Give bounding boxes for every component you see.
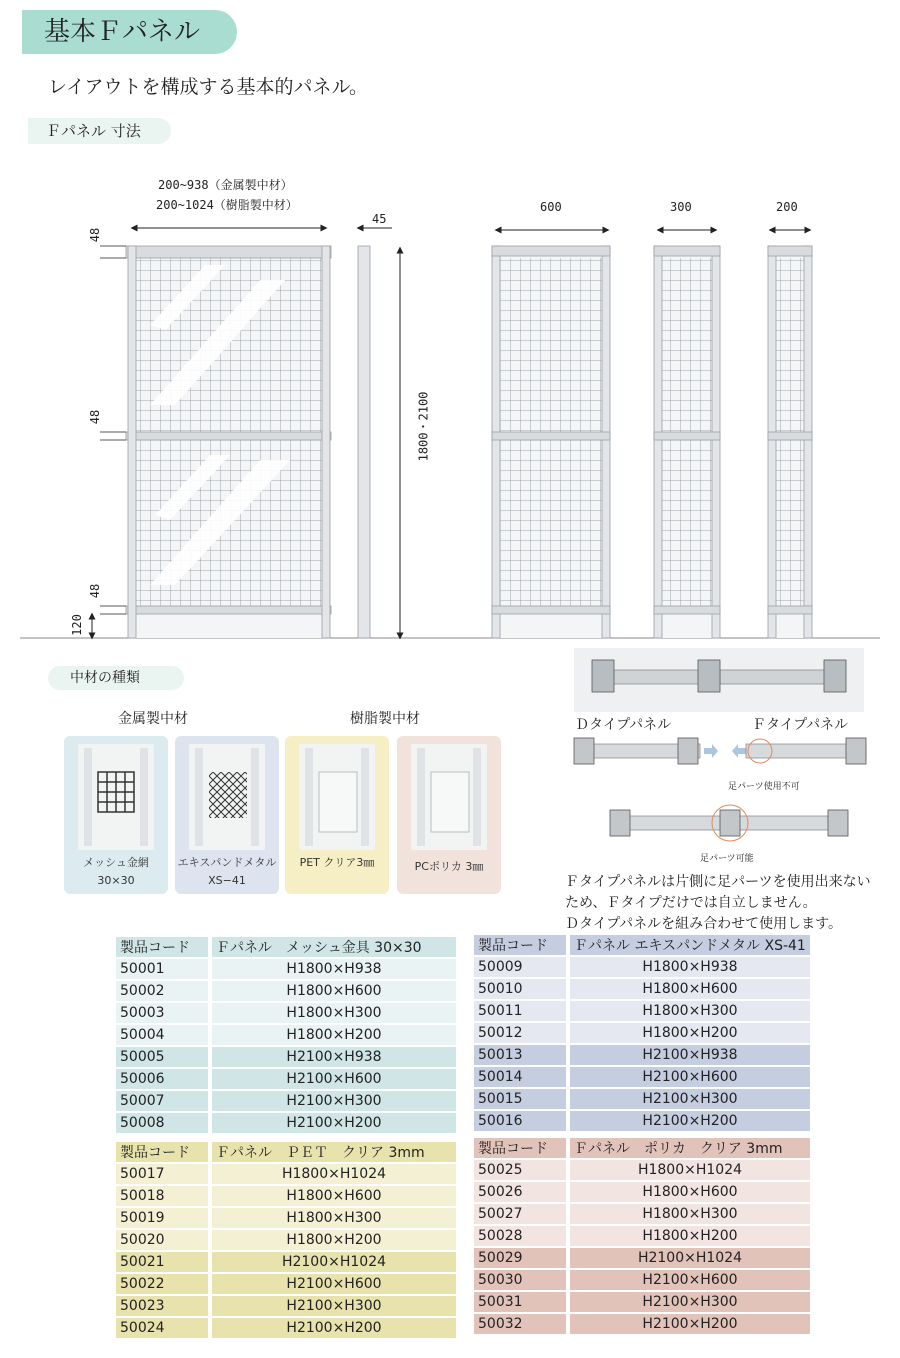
dim-width-metal: 200~938（金属製中材） — [158, 178, 293, 192]
product-size: H2100×H600 — [212, 1069, 456, 1089]
table-row — [116, 1318, 456, 1338]
header-description: Ｆパネル ＰＥＴ クリア 3mm — [212, 1142, 456, 1162]
product-code: 50011 — [474, 1001, 566, 1021]
f-type-label: Ｆタイプパネル — [752, 717, 849, 733]
product-code: 50029 — [474, 1248, 566, 1268]
product-code: 50024 — [116, 1318, 208, 1338]
card-name: PET クリア3㎜ — [299, 856, 375, 869]
product-code: 50008 — [116, 1113, 208, 1133]
card-name: メッシュ金網 — [83, 856, 149, 869]
dim-frame-bottom: 48 — [88, 583, 103, 599]
foot-no-label: 足パーツ使用不可 — [728, 782, 800, 792]
product-code: 50009 — [474, 957, 566, 977]
product-code: 50021 — [116, 1252, 208, 1272]
table-row — [474, 1067, 810, 1087]
product-code: 50003 — [116, 1003, 208, 1023]
product-code: 50014 — [474, 1067, 566, 1087]
note-line-2: ため、Ｆタイプだけでは自立しません。 — [565, 895, 817, 911]
product-size: H1800×H1024 — [212, 1164, 456, 1184]
table-row — [474, 1270, 810, 1290]
spec-table-mesh — [116, 935, 456, 1135]
product-code: 50031 — [474, 1292, 566, 1312]
card-name: エキスパンドメタル — [177, 856, 277, 869]
side-profile — [358, 246, 370, 638]
product-size: H1800×H600 — [570, 979, 810, 999]
product-size: H2100×H300 — [570, 1089, 810, 1109]
table-row — [116, 1047, 456, 1067]
product-code: 50015 — [474, 1089, 566, 1109]
panel-type-diagram — [570, 648, 870, 868]
header-code: 製品コード — [474, 1138, 566, 1158]
product-code: 50013 — [474, 1045, 566, 1065]
table-row — [116, 1252, 456, 1272]
table-row — [116, 1003, 456, 1023]
table-row — [474, 1292, 810, 1312]
main-panel — [126, 246, 331, 638]
product-size: H1800×H600 — [570, 1182, 810, 1202]
table-row — [474, 979, 810, 999]
table-header-row — [116, 937, 456, 957]
product-code: 50028 — [474, 1226, 566, 1246]
product-code: 50025 — [474, 1160, 566, 1180]
table-row — [116, 1164, 456, 1184]
table-row — [116, 1025, 456, 1045]
pc-panel-icon — [411, 744, 487, 850]
product-size: H1800×H938 — [212, 959, 456, 979]
panel-600 — [492, 246, 610, 638]
product-code: 50026 — [474, 1182, 566, 1202]
product-size: H1800×H938 — [570, 957, 810, 977]
dim-frame-mid: 48 — [88, 409, 103, 425]
header-code: 製品コード — [116, 1142, 208, 1162]
dim-200: 200 — [776, 200, 798, 214]
card-sub: 30×30 — [97, 874, 135, 887]
section-types-label: 中材の種類 — [48, 666, 184, 690]
product-size: H1800×H200 — [212, 1025, 456, 1045]
product-size: H1800×H300 — [570, 1204, 810, 1224]
card-sub: XS−41 — [208, 874, 246, 887]
product-code: 50032 — [474, 1314, 566, 1334]
product-size: H1800×H200 — [570, 1226, 810, 1246]
table-row — [474, 1314, 810, 1334]
dim-depth: 45 — [372, 212, 387, 226]
product-code: 50012 — [474, 1023, 566, 1043]
product-size: H2100×H938 — [570, 1045, 810, 1065]
material-card-expanded — [175, 736, 279, 894]
product-code: 50016 — [474, 1111, 566, 1131]
table-row — [474, 1089, 810, 1109]
product-size: H1800×H300 — [570, 1001, 810, 1021]
table-row — [474, 1001, 810, 1021]
table-row — [474, 1023, 810, 1043]
header-description: Ｆパネル エキスパンドメタル XS-41 — [570, 935, 810, 955]
note-line-3: Ｄタイプパネルを組み合わせて使用します。 — [565, 916, 843, 932]
panel-300 — [654, 246, 720, 638]
table-row — [474, 1204, 810, 1224]
material-card-mesh — [64, 736, 168, 894]
dim-frame-top: 48 — [88, 227, 103, 243]
table-row — [116, 1274, 456, 1294]
spec-table-pet — [116, 1140, 456, 1340]
product-size: H1800×H200 — [212, 1230, 456, 1250]
product-size: H1800×H600 — [212, 981, 456, 1001]
table-row — [474, 1160, 810, 1180]
spec-table-expanded — [474, 933, 810, 1133]
lead-text: レイアウトを構成する基本的パネル。 — [48, 76, 368, 98]
expanded-metal-icon — [189, 744, 265, 850]
dimension-drawing — [0, 150, 900, 650]
product-size: H2100×H600 — [570, 1067, 810, 1087]
product-code: 50001 — [116, 959, 208, 979]
table-row — [474, 1226, 810, 1246]
table-row — [474, 1111, 810, 1131]
product-size: H1800×H300 — [212, 1003, 456, 1023]
d-type-label: Ｄタイプパネル — [575, 717, 672, 733]
header-description: Ｆパネル メッシュ金具 30×30 — [212, 937, 456, 957]
product-size: H2100×H1024 — [212, 1252, 456, 1272]
foot-ok-label: 足パーツ可能 — [700, 854, 754, 864]
page-title: 基本Ｆパネル — [22, 10, 237, 54]
table-header-row — [474, 1138, 810, 1158]
table-row — [116, 1208, 456, 1228]
product-size: H2100×H300 — [212, 1091, 456, 1111]
header-code: 製品コード — [116, 937, 208, 957]
product-code: 50022 — [116, 1274, 208, 1294]
pet-panel-icon — [299, 744, 375, 850]
product-size: H2100×H200 — [212, 1113, 456, 1133]
product-code: 50017 — [116, 1164, 208, 1184]
table-row — [474, 957, 810, 977]
table-row — [116, 1091, 456, 1111]
product-code: 50018 — [116, 1186, 208, 1206]
header-code: 製品コード — [474, 935, 566, 955]
product-code: 50023 — [116, 1296, 208, 1316]
table-header-row — [474, 935, 810, 955]
dim-height: 1800・2100 — [416, 391, 431, 462]
metal-heading: 金属製中材 — [118, 711, 188, 727]
product-size: H2100×H200 — [212, 1318, 456, 1338]
table-row — [116, 1069, 456, 1089]
table-row — [116, 1296, 456, 1316]
table-row — [116, 959, 456, 979]
material-card-pet — [285, 736, 389, 894]
product-size: H2100×H938 — [212, 1047, 456, 1067]
dim-width-resin: 200~1024（樹脂製中材） — [156, 198, 298, 212]
table-row — [116, 981, 456, 1001]
product-size: H2100×H300 — [212, 1296, 456, 1316]
product-size: H1800×H200 — [570, 1023, 810, 1043]
table-row — [116, 1113, 456, 1133]
product-size: H2100×H300 — [570, 1292, 810, 1312]
product-size: H2100×H600 — [570, 1270, 810, 1290]
product-size: H1800×H600 — [212, 1186, 456, 1206]
dim-300: 300 — [670, 200, 692, 214]
product-code: 50004 — [116, 1025, 208, 1045]
section-dimensions-label: Ｆパネル 寸法 — [28, 118, 171, 144]
dim-leg: 120 — [69, 614, 84, 636]
product-size: H2100×H600 — [212, 1274, 456, 1294]
product-size: H2100×H1024 — [570, 1248, 810, 1268]
table-row — [474, 1182, 810, 1202]
dim-600: 600 — [540, 200, 562, 214]
product-size: H2100×H200 — [570, 1111, 810, 1131]
product-code: 50005 — [116, 1047, 208, 1067]
spec-table-pc — [474, 1136, 810, 1336]
note-line-1: Ｆタイプパネルは片側に足パーツを使用出来ない — [565, 874, 871, 890]
product-code: 50002 — [116, 981, 208, 1001]
mesh-icon — [78, 744, 154, 850]
product-code: 50030 — [474, 1270, 566, 1290]
product-code: 50027 — [474, 1204, 566, 1224]
product-code: 50007 — [116, 1091, 208, 1111]
card-name: PCポリカ 3㎜ — [414, 860, 484, 873]
table-row — [474, 1045, 810, 1065]
table-row — [474, 1248, 810, 1268]
product-code: 50020 — [116, 1230, 208, 1250]
header-description: Ｆパネル ポリカ クリア 3mm — [570, 1138, 810, 1158]
product-code: 50019 — [116, 1208, 208, 1228]
table-row — [116, 1230, 456, 1250]
product-size: H1800×H300 — [212, 1208, 456, 1228]
material-card-pc — [397, 736, 501, 894]
product-code: 50010 — [474, 979, 566, 999]
product-size: H2100×H200 — [570, 1314, 810, 1334]
panel-200 — [768, 246, 812, 638]
table-header-row — [116, 1142, 456, 1162]
product-code: 50006 — [116, 1069, 208, 1089]
product-size: H1800×H1024 — [570, 1160, 810, 1180]
table-row — [116, 1186, 456, 1206]
resin-heading: 樹脂製中材 — [350, 711, 420, 727]
